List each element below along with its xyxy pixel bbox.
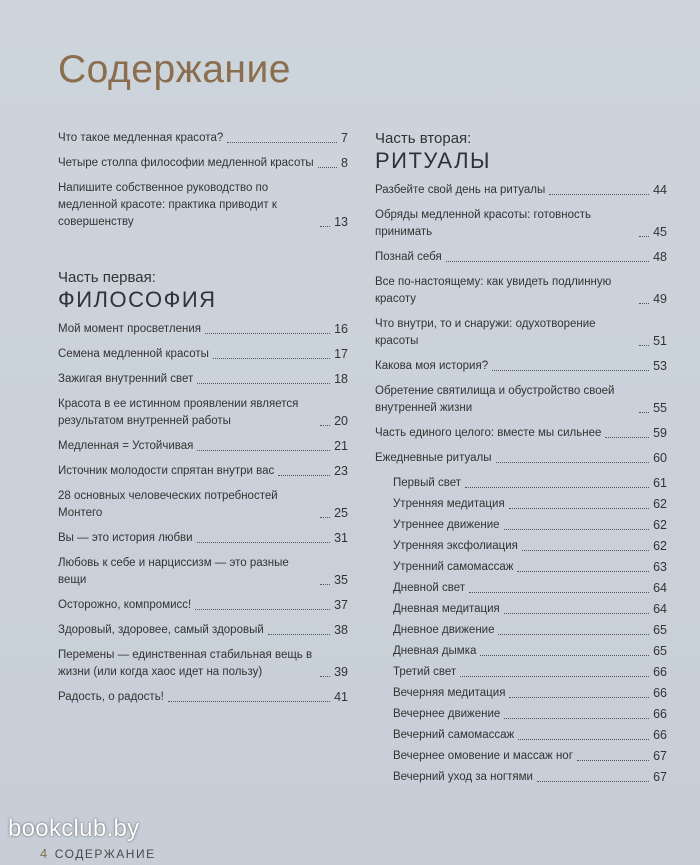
toc-leader-dots bbox=[504, 717, 649, 719]
toc-entry-text: Вечернее движение bbox=[393, 708, 501, 720]
toc-entry-page: 37 bbox=[334, 598, 348, 612]
toc-entry-text: Что такое медленная красота? bbox=[58, 132, 224, 144]
toc-entry bbox=[58, 463, 348, 480]
toc-entry-text: Обряды медленной красоты: готовность принимать bbox=[375, 209, 592, 238]
toc-leader-dots bbox=[537, 780, 649, 782]
toc-leader-dots bbox=[639, 411, 649, 413]
toc-entry bbox=[375, 643, 667, 660]
toc-entry-text: Любовь к себе и нарциссизм — это разные вещи bbox=[58, 557, 289, 586]
toc-entry-text: Утренняя эксфолиация bbox=[393, 540, 518, 552]
watermark-logo: bookclub.by bbox=[8, 815, 140, 842]
toc-entry-page: 55 bbox=[653, 401, 667, 415]
toc-entry-page: 41 bbox=[334, 690, 348, 704]
toc-entry-text: Что внутри, то и снаружи: одухотворение красоты bbox=[375, 318, 596, 347]
toc-entry-page: 18 bbox=[334, 372, 348, 386]
toc-entry bbox=[375, 769, 667, 786]
toc-entry bbox=[375, 538, 667, 555]
page-footer bbox=[40, 846, 156, 861]
toc-right-column bbox=[375, 130, 667, 790]
toc-entry bbox=[58, 346, 348, 363]
toc-entry-page: 66 bbox=[653, 728, 667, 742]
toc-leader-dots bbox=[639, 235, 649, 237]
toc-leader-dots bbox=[496, 461, 650, 463]
toc-leader-dots bbox=[469, 591, 649, 593]
toc-entry-text: Вечерний уход за ногтями bbox=[393, 771, 533, 783]
toc-leader-dots bbox=[639, 344, 649, 346]
toc-entry-text: Вечерняя медитация bbox=[393, 687, 506, 699]
toc-entry-page: 23 bbox=[334, 464, 348, 478]
toc-entry-page: 20 bbox=[334, 414, 348, 428]
toc-leader-dots bbox=[213, 357, 330, 359]
toc-entry-text: Красота в ее истинном проявлении является результатом внутренней работы bbox=[58, 398, 299, 427]
toc-entry-page: 66 bbox=[653, 665, 667, 679]
toc-entry-text: Познай себя bbox=[375, 251, 442, 263]
toc-entry-text: Вечернее омовение и массаж ног bbox=[393, 750, 573, 762]
toc-entry bbox=[58, 530, 348, 547]
toc-entry-text: Вы — это история любви bbox=[58, 532, 193, 544]
toc-entry bbox=[375, 450, 667, 467]
part2-title: РИТУАЛЫ bbox=[375, 148, 491, 173]
toc-entry-text: Разбейте свой день на ритуалы bbox=[375, 184, 546, 196]
toc-entry-page: 65 bbox=[653, 623, 667, 637]
toc-leader-dots bbox=[498, 633, 649, 635]
toc-entry-page: 53 bbox=[653, 359, 667, 373]
toc-leader-dots bbox=[522, 549, 649, 551]
toc-leader-dots bbox=[205, 332, 330, 334]
toc-entry-page: 44 bbox=[653, 183, 667, 197]
toc-leader-dots bbox=[549, 193, 649, 195]
toc-entry-page: 7 bbox=[341, 131, 348, 145]
toc-entry bbox=[375, 425, 667, 442]
toc-entry-text: Утреннее движение bbox=[393, 519, 500, 531]
toc-entry-page: 66 bbox=[653, 686, 667, 700]
toc-entry bbox=[58, 438, 348, 455]
toc-entry bbox=[375, 580, 667, 597]
part2-list bbox=[375, 182, 667, 467]
toc-entry-text: Здоровый, здоровее, самый здоровый bbox=[58, 624, 264, 636]
toc-entry-page: 51 bbox=[653, 334, 667, 348]
toc-entry-text: Вечерний самомассаж bbox=[393, 729, 515, 741]
toc-entry bbox=[58, 371, 348, 388]
footer-page-number: 4 bbox=[40, 846, 49, 861]
toc-leader-dots bbox=[504, 612, 649, 614]
toc-entry-text: Ежедневные ритуалы bbox=[375, 452, 492, 464]
toc-entry bbox=[375, 664, 667, 681]
toc-leader-dots bbox=[605, 436, 649, 438]
toc-entry-text: Все по-настоящему: как увидеть подлинную красоту bbox=[375, 276, 612, 305]
toc-entry-text: Мой момент просветления bbox=[58, 323, 202, 335]
toc-leader-dots bbox=[577, 759, 649, 761]
toc-entry bbox=[58, 622, 348, 639]
toc-entry-page: 21 bbox=[334, 439, 348, 453]
toc-entry bbox=[375, 727, 667, 744]
toc-leader-dots bbox=[509, 696, 649, 698]
toc-entry bbox=[58, 396, 348, 430]
toc-entry-text: Перемены — единственная стабильная вещь в жизни (или когда хаос идет на пользу) bbox=[58, 649, 313, 678]
toc-leader-dots bbox=[320, 583, 330, 585]
toc-leader-dots bbox=[465, 486, 649, 488]
toc-entry-page: 35 bbox=[334, 573, 348, 587]
toc-entry-text: Утренняя медитация bbox=[393, 498, 505, 510]
footer-label: СОДЕРЖАНИЕ bbox=[54, 847, 156, 861]
toc-entry-text: Источник молодости спрятан внутри вас bbox=[58, 465, 275, 477]
toc-entry-text: Четыре столпа философии медленной красоты bbox=[58, 157, 314, 169]
toc-entry-text: Осторожно, компромисс! bbox=[58, 599, 192, 611]
toc-leader-dots bbox=[492, 369, 649, 371]
toc-entry-text: Какова моя история? bbox=[375, 360, 489, 372]
toc-entry-text: 28 основных человеческих потребностей Монтего bbox=[58, 490, 278, 519]
toc-entry-page: 62 bbox=[653, 518, 667, 532]
toc-entry bbox=[58, 321, 348, 338]
toc-entry-text: Дневной свет bbox=[393, 582, 466, 594]
toc-entry bbox=[375, 358, 667, 375]
toc-leader-dots bbox=[195, 608, 330, 610]
toc-entry bbox=[58, 488, 348, 522]
toc-entry-text: Дневная дымка bbox=[393, 645, 477, 657]
toc-entry-text: Первый свет bbox=[393, 477, 462, 489]
toc-entry bbox=[375, 559, 667, 576]
toc-leader-dots bbox=[227, 141, 337, 143]
toc-entry-page: 65 bbox=[653, 644, 667, 658]
toc-entry-page: 8 bbox=[341, 156, 348, 170]
toc-leader-dots bbox=[268, 633, 330, 635]
toc-entry bbox=[58, 689, 348, 706]
toc-entry bbox=[375, 517, 667, 534]
toc-leader-dots bbox=[320, 225, 330, 227]
toc-entry-page: 25 bbox=[334, 506, 348, 520]
toc-entry bbox=[375, 496, 667, 513]
toc-entry bbox=[375, 601, 667, 618]
toc-entry-page: 64 bbox=[653, 581, 667, 595]
toc-entry bbox=[58, 180, 348, 231]
toc-entry-page: 62 bbox=[653, 539, 667, 553]
toc-entry-page: 38 bbox=[334, 623, 348, 637]
toc-leader-dots bbox=[518, 738, 649, 740]
toc-entry bbox=[375, 685, 667, 702]
toc-entry-text: Обретение святилища и обустройство своей внутренней жизни bbox=[375, 385, 615, 414]
toc-entry bbox=[58, 155, 348, 172]
toc-entry-page: 60 bbox=[653, 451, 667, 465]
toc-entry bbox=[58, 597, 348, 614]
toc-entry bbox=[375, 249, 667, 266]
toc-leader-dots bbox=[318, 166, 337, 168]
toc-entry-text: Часть единого целого: вместе мы сильнее bbox=[375, 427, 602, 439]
toc-entry-text: Радость, о радость! bbox=[58, 691, 164, 703]
toc-entry-text: Медленная = Устойчивая bbox=[58, 440, 194, 452]
toc-entry-page: 17 bbox=[334, 347, 348, 361]
toc-entry-page: 39 bbox=[334, 665, 348, 679]
toc-leader-dots bbox=[509, 507, 649, 509]
toc-leader-dots bbox=[320, 675, 330, 677]
toc-entry-page: 67 bbox=[653, 770, 667, 784]
part1-list bbox=[58, 321, 348, 706]
toc-entry-page: 48 bbox=[653, 250, 667, 264]
part1-title: ФИЛОСОФИЯ bbox=[58, 287, 217, 312]
toc-leader-dots bbox=[480, 654, 649, 656]
toc-entry-page: 64 bbox=[653, 602, 667, 616]
toc-leader-dots bbox=[320, 516, 330, 518]
toc-entry bbox=[375, 706, 667, 723]
toc-entry-page: 66 bbox=[653, 707, 667, 721]
toc-left-column bbox=[58, 130, 348, 714]
toc-leader-dots bbox=[197, 382, 330, 384]
toc-leader-dots bbox=[168, 700, 330, 702]
toc-entry-page: 31 bbox=[334, 531, 348, 545]
part2-sublist bbox=[375, 475, 667, 786]
toc-entry bbox=[58, 130, 348, 147]
toc-entry bbox=[375, 475, 667, 492]
toc-leader-dots bbox=[197, 449, 330, 451]
toc-leader-dots bbox=[517, 570, 649, 572]
toc-entry bbox=[375, 182, 667, 199]
toc-entry-page: 67 bbox=[653, 749, 667, 763]
toc-leader-dots bbox=[197, 541, 331, 543]
toc-entry bbox=[375, 383, 667, 417]
toc-entry-page: 61 bbox=[653, 476, 667, 490]
toc-leader-dots bbox=[446, 260, 649, 262]
page-title: Содержание bbox=[58, 48, 291, 91]
toc-entry-page: 49 bbox=[653, 292, 667, 306]
toc-entry-page: 13 bbox=[334, 215, 348, 229]
toc-leader-dots bbox=[320, 424, 330, 426]
toc-leader-dots bbox=[278, 474, 330, 476]
part2-label: Часть вторая: bbox=[375, 130, 472, 147]
toc-leader-dots bbox=[460, 675, 649, 677]
toc-entry-page: 63 bbox=[653, 560, 667, 574]
toc-leader-dots bbox=[504, 528, 650, 530]
toc-entry bbox=[375, 207, 667, 241]
toc-entry-text: Напишите собственное руководство по медленной красоте: практика приводит к совершенству bbox=[58, 182, 277, 228]
toc-entry-page: 59 bbox=[653, 426, 667, 440]
toc-entry bbox=[375, 748, 667, 765]
toc-entry-text: Дневная медитация bbox=[393, 603, 500, 615]
toc-entry bbox=[375, 316, 667, 350]
toc-entry-text: Семена медленной красоты bbox=[58, 348, 209, 360]
part1-label: Часть первая: bbox=[58, 269, 156, 286]
toc-entry-text: Третий свет bbox=[393, 666, 457, 678]
toc-entry-text: Зажигая внутренний свет bbox=[58, 373, 194, 385]
toc-entry-page: 16 bbox=[334, 322, 348, 336]
toc-entry bbox=[375, 274, 667, 308]
toc-entry-page: 62 bbox=[653, 497, 667, 511]
toc-entry bbox=[58, 647, 348, 681]
intro-list bbox=[58, 130, 348, 231]
toc-entry-page: 45 bbox=[653, 225, 667, 239]
toc-entry bbox=[375, 622, 667, 639]
toc-entry bbox=[58, 555, 348, 589]
toc-entry-text: Дневное движение bbox=[393, 624, 495, 636]
toc-leader-dots bbox=[639, 302, 649, 304]
toc-entry-text: Утренний самомассаж bbox=[393, 561, 514, 573]
